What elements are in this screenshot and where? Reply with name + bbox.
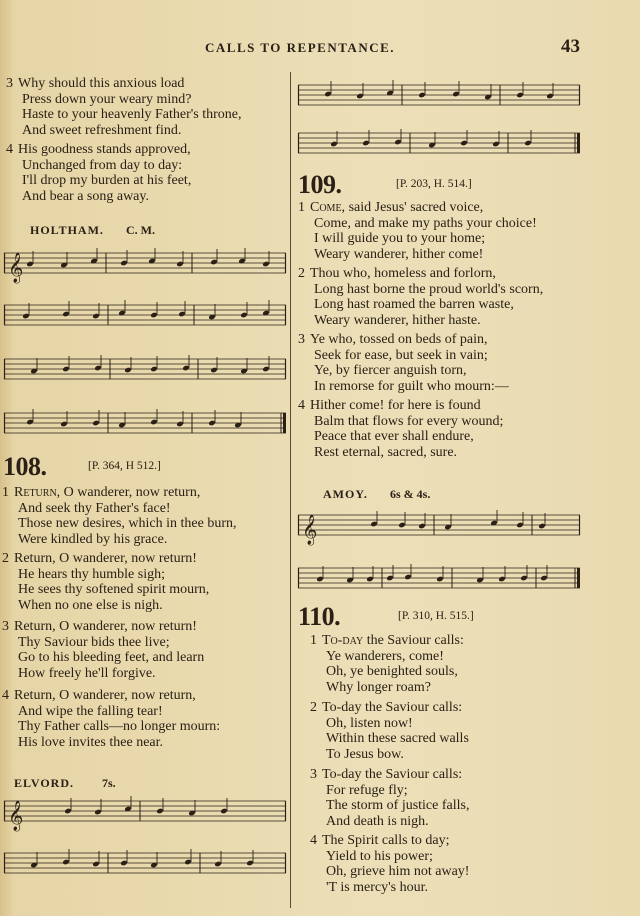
hymn-reference: [P. 310, H. 515.] — [398, 610, 474, 622]
verse-line: Hither come! for here is found — [310, 398, 481, 413]
verse-line: Thy Saviour bids thee live; — [18, 634, 170, 650]
verse-line: said Jesus' sacred voice, — [345, 200, 484, 215]
verse-line: Within these sacred walls — [326, 731, 469, 746]
verse-line: Were kindled by his grace. — [18, 531, 168, 547]
verse-line: Why longer roam? — [326, 679, 431, 695]
music-staff — [4, 848, 286, 882]
verse-line: He sees thy softened spirit mourn, — [18, 582, 210, 597]
verse-first-word: Return, — [14, 485, 61, 500]
hymn-number: 110. — [298, 602, 341, 631]
music-staff — [298, 80, 580, 114]
verse-line: To-day the Saviour calls: — [322, 700, 463, 715]
verse-line: How freely he'll forgive. — [18, 665, 156, 681]
verse-line: Press down your weary mind? — [22, 91, 192, 107]
verse-line: Those new desires, which in thee burn, — [18, 516, 237, 531]
verse-number: 3 — [298, 332, 305, 347]
verse-line: Thou who, homeless and forlorn, — [310, 266, 496, 281]
verse-line: And death is nigh. — [326, 813, 429, 829]
music-staff — [298, 563, 580, 597]
verse-number: 2 — [2, 551, 9, 566]
hymn-109-verse-4 — [298, 398, 503, 460]
verse-line: Oh, listen now! — [326, 715, 413, 731]
music-staff — [298, 510, 580, 544]
verse-line: His goodness stands approved, — [18, 142, 191, 157]
staff-group — [298, 564, 580, 588]
verse-line: Return, O wanderer, now return! — [14, 619, 197, 634]
verse-line: the Saviour calls: — [363, 633, 464, 648]
verse-line: Yield to his power; — [326, 848, 433, 864]
verse-line: In remorse for guilt who mourn:— — [314, 378, 509, 394]
verse-line: Weary wanderer, hither haste. — [314, 312, 481, 328]
verse-line: Come, and make my paths your choice! — [314, 215, 537, 231]
hymn-110-verse-1 — [310, 633, 464, 695]
hymn-109-verse-1 — [298, 200, 537, 262]
verse-line: Ye who, tossed on beds of pain, — [310, 332, 488, 347]
staff-group — [4, 248, 286, 284]
tune-meter-holtham: C. M. — [126, 223, 155, 237]
verse-line: Balm that flows for every wound; — [314, 413, 504, 429]
verse-line: And bear a song away. — [22, 188, 149, 204]
verse-line: And sweet refreshment find. — [22, 122, 182, 138]
verse-line: Go to his bleeding feet, and learn — [18, 650, 205, 665]
staff-group — [4, 409, 286, 433]
verse-line: To Jesus bow. — [326, 746, 404, 762]
verse-number: 1 — [310, 633, 317, 648]
hymn-108-verse-2 — [2, 551, 209, 613]
staff-group — [4, 796, 286, 832]
verse-line: Seek for ease, but seek in vain; — [314, 347, 488, 363]
verse-line: Weary wanderer, hither come! — [314, 246, 484, 262]
hymn-reference: [P. 203, H. 514.] — [396, 178, 472, 190]
tune-name-elvord: ELVORD. — [14, 776, 74, 790]
verse-number: 3 — [2, 619, 9, 634]
verse-number: 4 — [6, 142, 13, 157]
verse-line: He hears thy humble sigh; — [18, 566, 165, 582]
verse-line: Long hast borne the proud world's scorn, — [314, 281, 544, 297]
music-staff — [4, 248, 286, 282]
verse-number: 1 — [2, 485, 9, 500]
verse-number: 3 — [310, 767, 317, 782]
verse-line: Peace that ever shall endure, — [314, 429, 474, 444]
verse-line: Return, O wanderer, now return, — [14, 688, 196, 703]
staff-group — [298, 129, 580, 153]
tune-name-amoy: AMOY. — [323, 487, 368, 501]
verse-number: 1 — [298, 200, 305, 215]
verse-line: To-day the Saviour calls: — [322, 767, 463, 782]
verse-line: Thy Father calls—no longer mourn: — [18, 719, 221, 734]
tune-name-holtham: HOLTHAM. — [30, 223, 104, 237]
verse-line: The storm of justice falls, — [326, 798, 470, 813]
verse-line: Oh, ye benighted souls, — [326, 664, 458, 679]
staff-group — [4, 300, 286, 325]
verse-line: Why should this anxious load — [18, 76, 185, 91]
running-title: CALLS TO REPENTANCE. — [205, 40, 396, 55]
verse-line: Haste to your heavenly Father's throne, — [22, 107, 242, 122]
verse-line: Ye, by fiercer anguish torn, — [314, 363, 467, 378]
verse-line: O wanderer, now return, — [60, 485, 201, 500]
tune-meter-elvord: 7s. — [102, 776, 116, 790]
hymn-110-verse-4 — [310, 833, 469, 895]
verse-line: Ye wanderers, come! — [326, 648, 444, 664]
verse-line: And seek thy Father's face! — [18, 500, 171, 516]
verse-line: 'T is mercy's hour. — [326, 879, 428, 895]
staff-group — [298, 510, 580, 546]
verse-number: 4 — [310, 833, 317, 848]
verse-number: 4 — [298, 398, 305, 413]
page-number: 43 — [561, 36, 580, 57]
hymn-reference: [P. 364, H 512.] — [88, 460, 161, 472]
hymn-number: 109. — [298, 170, 342, 199]
music-staff — [4, 796, 286, 830]
treble-clef-icon: 𝄞 — [8, 801, 24, 831]
staff-group — [4, 355, 286, 379]
verse-line: I'll drop my burden at his feet, — [22, 173, 192, 188]
verse-line: Oh, grieve him not away! — [326, 864, 470, 879]
verse-line: Return, O wanderer, now return! — [14, 551, 197, 566]
hymn-109-verse-2 — [298, 266, 543, 328]
hymn-110-verse-3 — [310, 767, 469, 829]
verse-line: His love invites thee near. — [18, 734, 164, 750]
column-divider — [290, 72, 291, 908]
verse-first-word: To-day — [322, 633, 364, 648]
hymn-110-verse-2 — [310, 700, 469, 762]
music-staff — [4, 300, 286, 334]
verse-line: When no one else is nigh. — [18, 597, 163, 613]
hymn-109-verse-3 — [298, 332, 509, 394]
music-staff — [298, 128, 580, 162]
prev-hymn-verse-3 — [6, 76, 241, 138]
verse-line: Unchanged from day to day: — [22, 157, 183, 173]
verse-number: 4 — [2, 688, 9, 703]
verse-number: 3 — [6, 76, 13, 91]
staff-group — [298, 80, 580, 105]
hymn-108-verse-4 — [2, 688, 220, 750]
verse-line: Long hast roamed the barren waste, — [314, 297, 514, 312]
verse-number: 2 — [310, 700, 317, 715]
verse-number: 2 — [298, 266, 305, 281]
treble-clef-icon: 𝄞 — [8, 253, 24, 283]
hymn-number: 108. — [3, 452, 47, 481]
prev-hymn-verse-4 — [6, 142, 191, 204]
tune-meter-amoy: 6s & 4s. — [390, 487, 431, 501]
verse-line: For refuge fly; — [326, 782, 408, 798]
verse-line: I will guide you to your home; — [314, 231, 486, 246]
treble-clef-icon: 𝄞 — [302, 515, 318, 545]
hymn-108-verse-1 — [2, 485, 237, 547]
verse-first-word: Come, — [310, 200, 346, 215]
verse-line: And wipe the falling tear! — [18, 703, 163, 719]
music-staff — [4, 408, 286, 442]
page-header — [0, 36, 640, 64]
verse-line: Rest eternal, sacred, sure. — [314, 444, 458, 460]
music-staff — [4, 354, 286, 388]
staff-group — [4, 849, 286, 873]
verse-line: The Spirit calls to day; — [322, 833, 450, 848]
hymn-108-verse-3 — [2, 619, 204, 681]
